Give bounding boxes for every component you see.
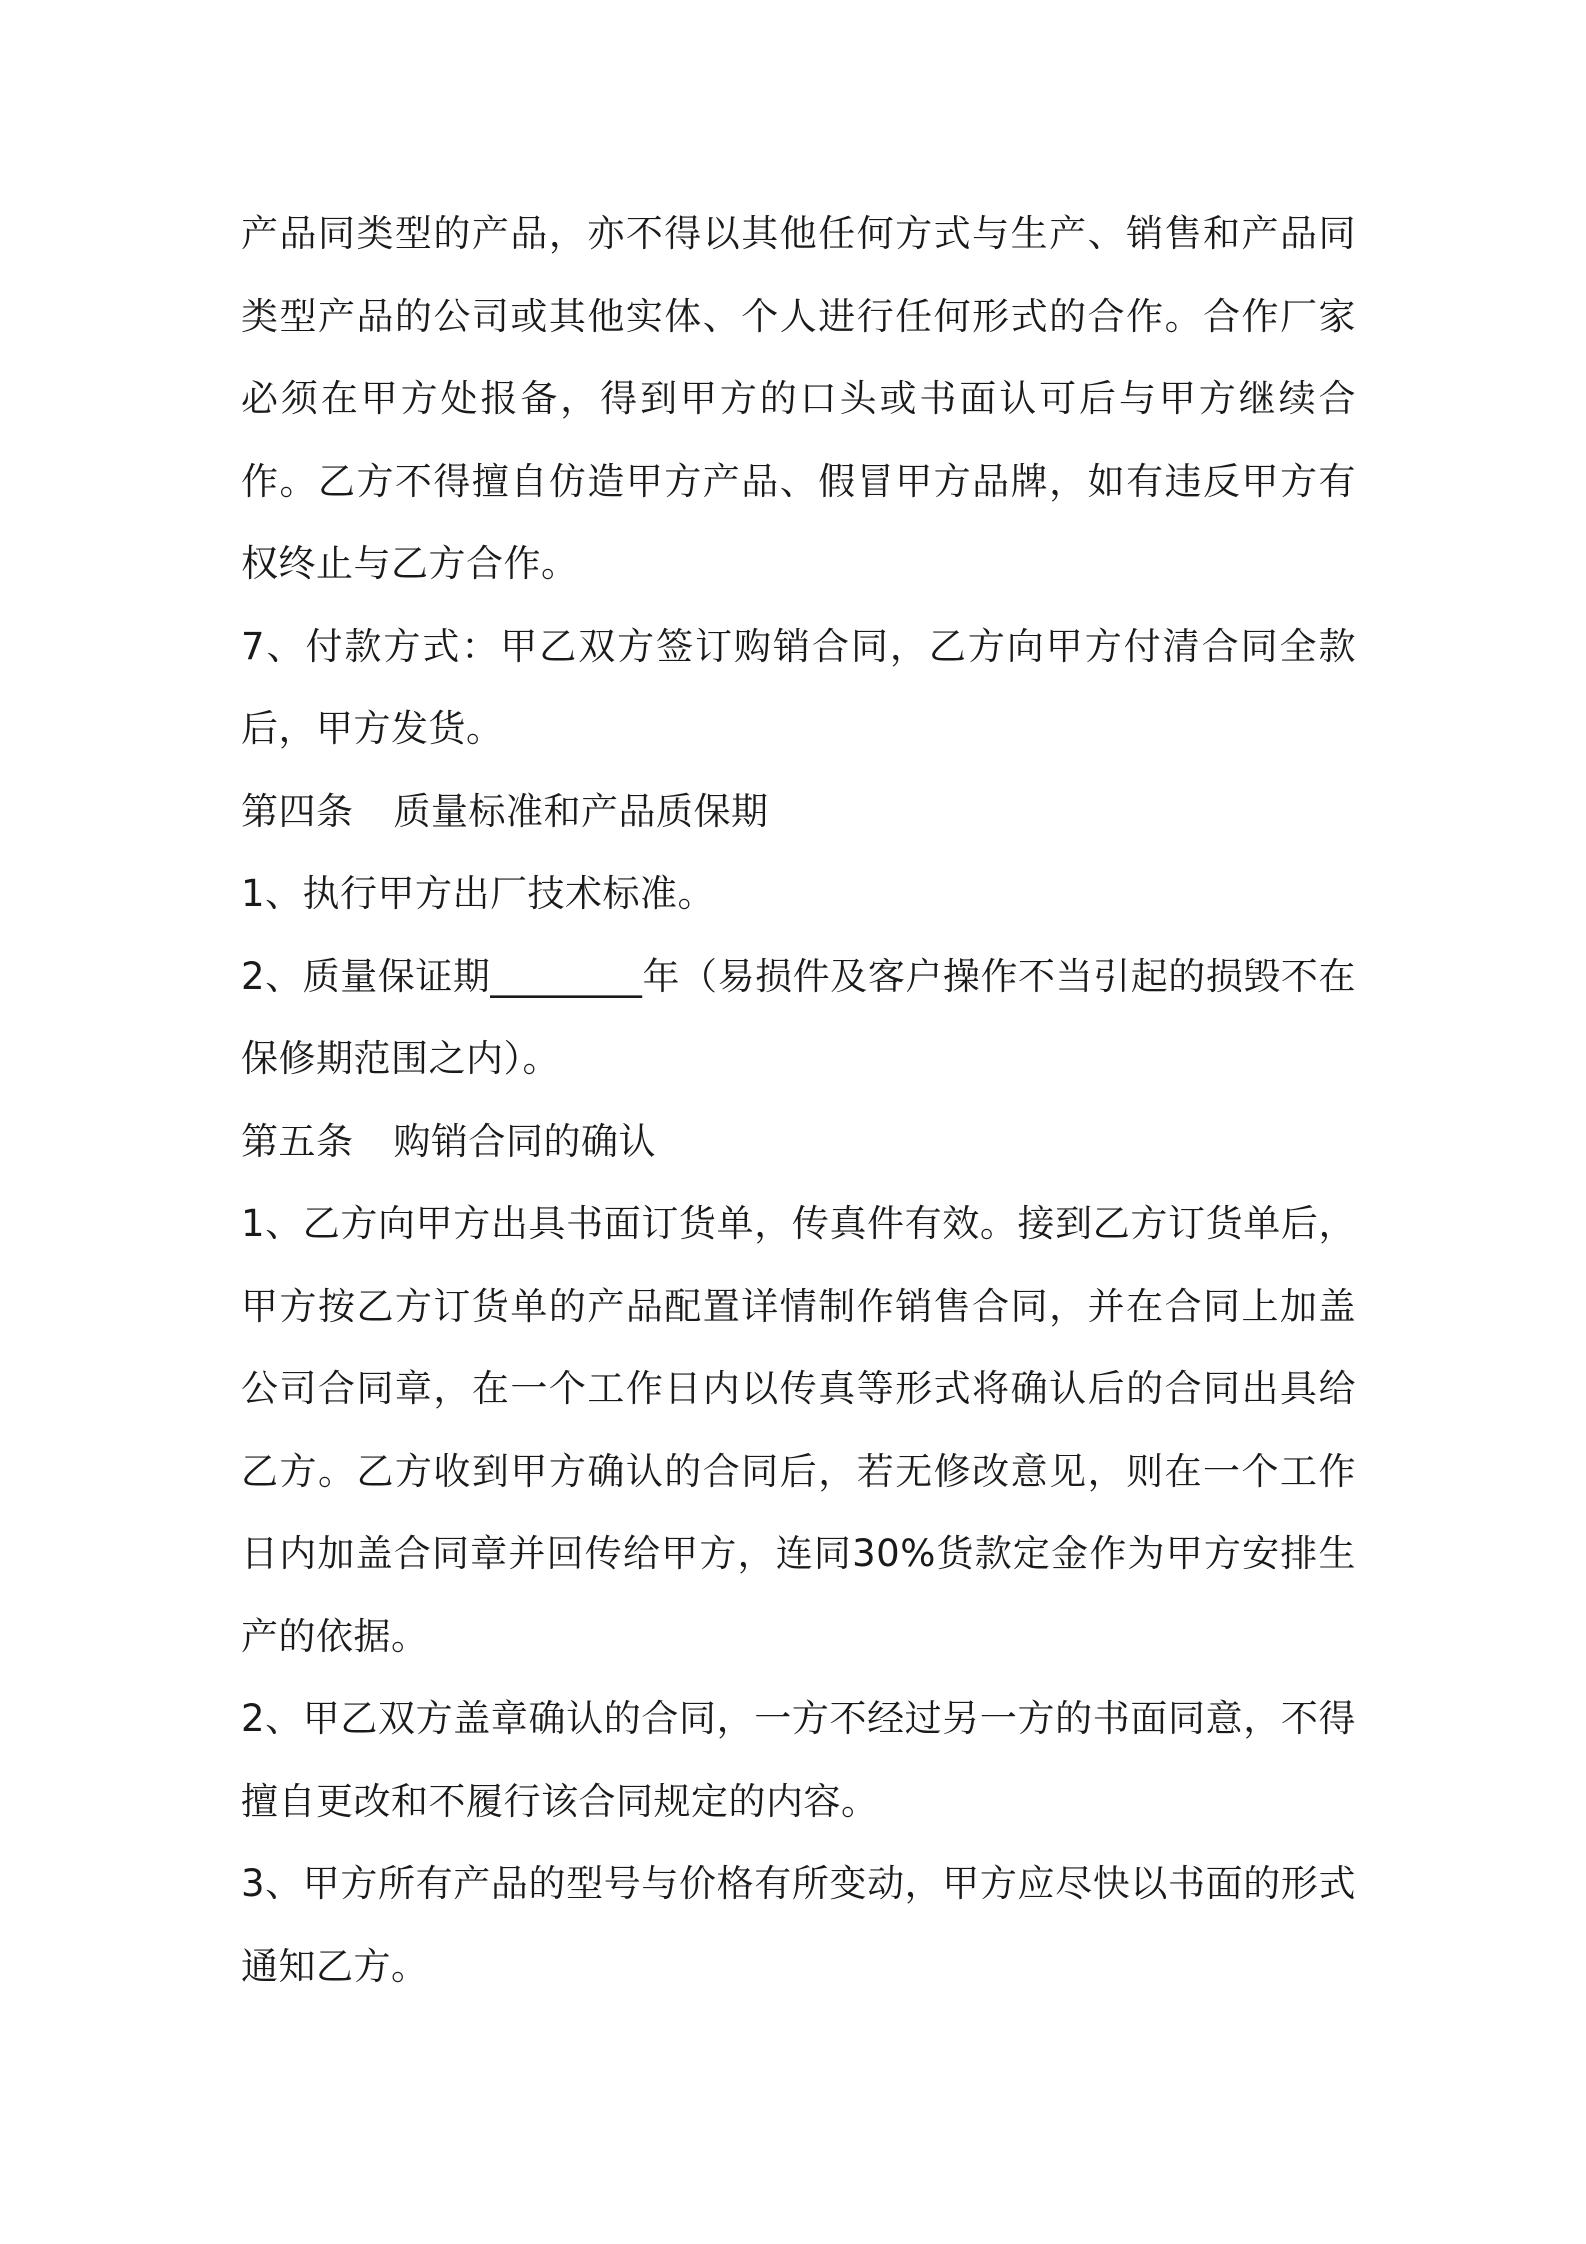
section-5-number: 第五条 — [241, 1119, 354, 1163]
section-5-heading — [241, 1101, 1356, 1184]
paragraph-exclusivity-clause: 产品同类型的产品，亦不得以其他任何方式与生产、销售和产品同类型产品的公司或其他实体、个人进行任何形式的合作。合作厂家必须在甲方处报备，得到甲方的口头或书面认可后与甲方继续合作。乙方不得擅自仿造甲方产品、假冒甲方品牌，如有违反甲方有权终止与乙方合作。 — [241, 212, 1356, 585]
section-5-item-2: 2、甲乙双方盖章确认的合同，一方不经过另一方的书面同意，不得擅自更改和不履行该合同规定的内容。 — [241, 1697, 1356, 1823]
section-4-title: 质量标准和产品质保期 — [393, 789, 769, 833]
section-5-title: 购销合同的确认 — [393, 1119, 656, 1163]
section-4-item-2: 2、质量保证期________年（易损件及客户操作不当引起的损毁不在保修期范围之内）。 — [241, 954, 1356, 1080]
section-5-item-1: 1、乙方向甲方出具书面订货单，传真件有效。接到乙方订货单后，甲方按乙方订货单的产品配置详情制作销售合同，并在合同上加盖公司合同章，在一个工作日内以传真等形式将确认后的合同出具给乙方。乙方收到甲方确认的合同后，若无修改意见，则在一个工作日内加盖合同章并回传给甲方，连同30%货款定金作为甲方安排生产的依据。 — [241, 1202, 1356, 1658]
section-5-item-3: 3、甲方所有产品的型号与价格有所变动，甲方应尽快以书面的形式通知乙方。 — [241, 1862, 1356, 1988]
paragraph-payment-terms: 7、付款方式：甲乙双方签订购销合同，乙方向甲方付清合同全款后，甲方发货。 — [241, 624, 1356, 750]
section-4-item-1: 1、执行甲方出厂技术标准。 — [241, 872, 716, 915]
document-body — [241, 193, 1356, 2008]
section-4-number: 第四条 — [241, 789, 354, 833]
section-4-heading — [241, 771, 1356, 854]
